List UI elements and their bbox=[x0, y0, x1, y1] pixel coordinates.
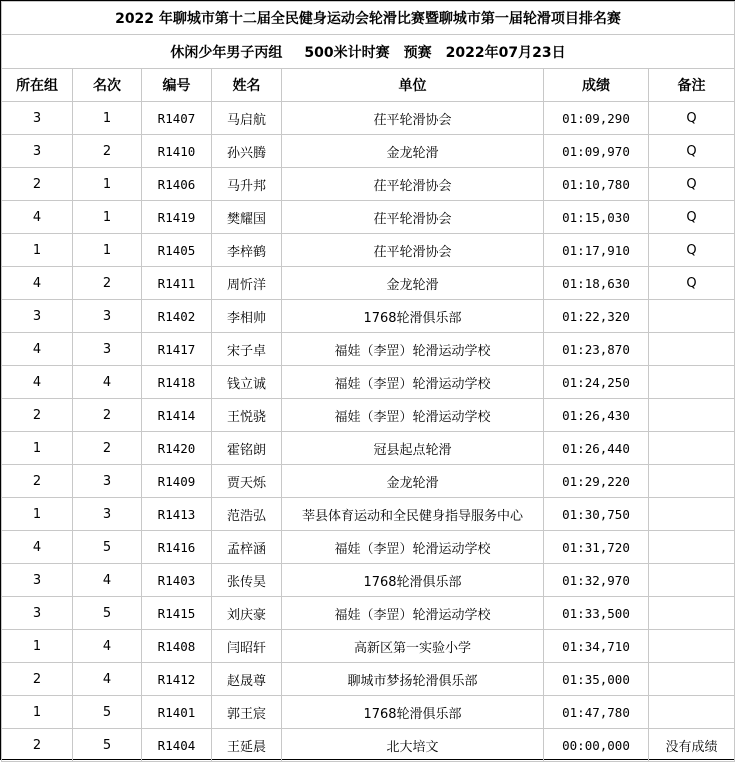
cell-note: Q bbox=[649, 201, 735, 234]
table-row bbox=[2, 465, 735, 498]
table-row bbox=[2, 366, 735, 399]
cell-name: 周忻洋 bbox=[212, 267, 282, 300]
cell-note bbox=[649, 333, 735, 366]
cell-result: 01:09,970 bbox=[544, 135, 649, 168]
cell-id: R1404 bbox=[142, 729, 212, 762]
cell-unit: 1768轮滑俱乐部 bbox=[282, 564, 544, 597]
cell-name: 霍铭朗 bbox=[212, 432, 282, 465]
cell-result: 00:00,000 bbox=[544, 729, 649, 762]
cell-result: 01:29,220 bbox=[544, 465, 649, 498]
results-body bbox=[2, 102, 735, 762]
cell-group: 1 bbox=[2, 234, 73, 267]
cell-id: R1411 bbox=[142, 267, 212, 300]
cell-group: 3 bbox=[2, 597, 73, 630]
cell-note bbox=[649, 531, 735, 564]
cell-id: R1408 bbox=[142, 630, 212, 663]
cell-name: 樊耀国 bbox=[212, 201, 282, 234]
cell-group: 1 bbox=[2, 696, 73, 729]
cell-rank: 5 bbox=[73, 531, 142, 564]
cell-group: 4 bbox=[2, 333, 73, 366]
cell-rank: 2 bbox=[73, 267, 142, 300]
cell-name: 李梓鹤 bbox=[212, 234, 282, 267]
col-header-name: 姓名 bbox=[212, 69, 282, 102]
col-header-note: 备注 bbox=[649, 69, 735, 102]
cell-note bbox=[649, 564, 735, 597]
cell-rank: 5 bbox=[73, 696, 142, 729]
cell-result: 01:35,000 bbox=[544, 663, 649, 696]
cell-name: 孙兴腾 bbox=[212, 135, 282, 168]
cell-note bbox=[649, 300, 735, 333]
cell-unit: 茌平轮滑协会 bbox=[282, 201, 544, 234]
table-row bbox=[2, 696, 735, 729]
cell-group: 1 bbox=[2, 432, 73, 465]
cell-id: R1419 bbox=[142, 201, 212, 234]
table-row bbox=[2, 597, 735, 630]
cell-group: 2 bbox=[2, 399, 73, 432]
cell-rank: 4 bbox=[73, 630, 142, 663]
cell-rank: 1 bbox=[73, 168, 142, 201]
cell-note: 没有成绩 bbox=[649, 729, 735, 762]
cell-name: 马升邦 bbox=[212, 168, 282, 201]
cell-unit: 高新区第一实验小学 bbox=[282, 630, 544, 663]
cell-id: R1402 bbox=[142, 300, 212, 333]
cell-id: R1405 bbox=[142, 234, 212, 267]
cell-result: 01:33,500 bbox=[544, 597, 649, 630]
cell-rank: 2 bbox=[73, 399, 142, 432]
cell-id: R1412 bbox=[142, 663, 212, 696]
cell-name: 贾天烁 bbox=[212, 465, 282, 498]
cell-note bbox=[649, 663, 735, 696]
table-row bbox=[2, 102, 735, 135]
cell-group: 3 bbox=[2, 300, 73, 333]
cell-name: 宋子卓 bbox=[212, 333, 282, 366]
sheet-subtitle bbox=[2, 35, 735, 69]
subtitle-date: 2022年07月23日 bbox=[445, 44, 566, 61]
cell-name: 王延晨 bbox=[212, 729, 282, 762]
cell-name: 张传昊 bbox=[212, 564, 282, 597]
cell-rank: 4 bbox=[73, 564, 142, 597]
cell-unit: 茌平轮滑协会 bbox=[282, 168, 544, 201]
cell-unit: 冠县起点轮滑 bbox=[282, 432, 544, 465]
cell-group: 3 bbox=[2, 102, 73, 135]
cell-name: 王悦骁 bbox=[212, 399, 282, 432]
cell-group: 1 bbox=[2, 630, 73, 663]
cell-id: R1413 bbox=[142, 498, 212, 531]
cell-unit: 金龙轮滑 bbox=[282, 267, 544, 300]
cell-note: Q bbox=[649, 102, 735, 135]
cell-name: 范浩弘 bbox=[212, 498, 282, 531]
cell-result: 01:18,630 bbox=[544, 267, 649, 300]
col-header-result: 成绩 bbox=[544, 69, 649, 102]
cell-group: 4 bbox=[2, 201, 73, 234]
cell-rank: 3 bbox=[73, 300, 142, 333]
cell-note bbox=[649, 465, 735, 498]
cell-unit: 福娃（李罡）轮滑运动学校 bbox=[282, 531, 544, 564]
cell-result: 01:22,320 bbox=[544, 300, 649, 333]
cell-rank: 1 bbox=[73, 102, 142, 135]
cell-id: R1414 bbox=[142, 399, 212, 432]
cell-rank: 2 bbox=[73, 432, 142, 465]
col-header-unit: 单位 bbox=[282, 69, 544, 102]
cell-note: Q bbox=[649, 168, 735, 201]
cell-unit: 福娃（李罡）轮滑运动学校 bbox=[282, 333, 544, 366]
cell-rank: 5 bbox=[73, 729, 142, 762]
table-row bbox=[2, 300, 735, 333]
cell-rank: 3 bbox=[73, 465, 142, 498]
cell-result: 01:32,970 bbox=[544, 564, 649, 597]
table-row bbox=[2, 564, 735, 597]
cell-result: 01:15,030 bbox=[544, 201, 649, 234]
cell-unit: 福娃（李罡）轮滑运动学校 bbox=[282, 399, 544, 432]
cell-unit: 莘县体育运动和全民健身指导服务中心 bbox=[282, 498, 544, 531]
cell-name: 郭王宸 bbox=[212, 696, 282, 729]
cell-note: Q bbox=[649, 267, 735, 300]
cell-name: 钱立诚 bbox=[212, 366, 282, 399]
table-row bbox=[2, 333, 735, 366]
cell-rank: 3 bbox=[73, 498, 142, 531]
cell-result: 01:23,870 bbox=[544, 333, 649, 366]
cell-id: R1415 bbox=[142, 597, 212, 630]
cell-name: 李相帅 bbox=[212, 300, 282, 333]
cell-unit: 金龙轮滑 bbox=[282, 135, 544, 168]
cell-rank: 3 bbox=[73, 333, 142, 366]
cell-note bbox=[649, 597, 735, 630]
results-table bbox=[1, 1, 735, 762]
cell-result: 01:30,750 bbox=[544, 498, 649, 531]
cell-id: R1416 bbox=[142, 531, 212, 564]
table-row bbox=[2, 498, 735, 531]
cell-unit: 金龙轮滑 bbox=[282, 465, 544, 498]
cell-result: 01:26,430 bbox=[544, 399, 649, 432]
col-header-rank: 名次 bbox=[73, 69, 142, 102]
cell-id: R1409 bbox=[142, 465, 212, 498]
cell-id: R1403 bbox=[142, 564, 212, 597]
col-header-id: 编号 bbox=[142, 69, 212, 102]
cell-unit: 1768轮滑俱乐部 bbox=[282, 300, 544, 333]
table-row bbox=[2, 531, 735, 564]
cell-unit: 北大培文 bbox=[282, 729, 544, 762]
cell-result: 01:26,440 bbox=[544, 432, 649, 465]
cell-group: 2 bbox=[2, 168, 73, 201]
cell-rank: 5 bbox=[73, 597, 142, 630]
cell-group: 4 bbox=[2, 366, 73, 399]
cell-id: R1410 bbox=[142, 135, 212, 168]
cell-note bbox=[649, 366, 735, 399]
cell-name: 刘庆豪 bbox=[212, 597, 282, 630]
subtitle-stage: 预赛 bbox=[403, 44, 432, 61]
cell-id: R1406 bbox=[142, 168, 212, 201]
cell-result: 01:31,720 bbox=[544, 531, 649, 564]
table-row bbox=[2, 135, 735, 168]
cell-rank: 4 bbox=[73, 366, 142, 399]
subtitle-group: 休闲少年男子丙组 bbox=[170, 44, 283, 61]
cell-unit: 茌平轮滑协会 bbox=[282, 102, 544, 135]
cell-id: R1407 bbox=[142, 102, 212, 135]
cell-name: 赵晟尊 bbox=[212, 663, 282, 696]
col-header-group: 所在组 bbox=[2, 69, 73, 102]
cell-id: R1420 bbox=[142, 432, 212, 465]
cell-group: 2 bbox=[2, 729, 73, 762]
cell-unit: 福娃（李罡）轮滑运动学校 bbox=[282, 366, 544, 399]
cell-unit: 福娃（李罡）轮滑运动学校 bbox=[282, 597, 544, 630]
cell-unit: 聊城市梦扬轮滑俱乐部 bbox=[282, 663, 544, 696]
table-row bbox=[2, 630, 735, 663]
cell-group: 4 bbox=[2, 267, 73, 300]
cell-group: 4 bbox=[2, 531, 73, 564]
table-row bbox=[2, 663, 735, 696]
cell-result: 01:10,780 bbox=[544, 168, 649, 201]
cell-result: 01:34,710 bbox=[544, 630, 649, 663]
cell-result: 01:24,250 bbox=[544, 366, 649, 399]
cell-result: 01:47,780 bbox=[544, 696, 649, 729]
cell-group: 3 bbox=[2, 564, 73, 597]
cell-unit: 茌平轮滑协会 bbox=[282, 234, 544, 267]
cell-rank: 2 bbox=[73, 135, 142, 168]
cell-group: 2 bbox=[2, 663, 73, 696]
cell-note bbox=[649, 432, 735, 465]
cell-result: 01:17,910 bbox=[544, 234, 649, 267]
sheet-title: 2022 年聊城市第十二届全民健身运动会轮滑比赛暨聊城市第一届轮滑项目排名赛 bbox=[2, 2, 735, 35]
cell-id: R1401 bbox=[142, 696, 212, 729]
cell-group: 2 bbox=[2, 465, 73, 498]
table-row bbox=[2, 267, 735, 300]
table-row bbox=[2, 234, 735, 267]
cell-rank: 1 bbox=[73, 201, 142, 234]
cell-result: 01:09,290 bbox=[544, 102, 649, 135]
table-row bbox=[2, 201, 735, 234]
cell-unit: 1768轮滑俱乐部 bbox=[282, 696, 544, 729]
cell-rank: 1 bbox=[73, 234, 142, 267]
table-row bbox=[2, 168, 735, 201]
table-row bbox=[2, 432, 735, 465]
cell-name: 闫昭轩 bbox=[212, 630, 282, 663]
cell-group: 3 bbox=[2, 135, 73, 168]
cell-id: R1417 bbox=[142, 333, 212, 366]
cell-group: 1 bbox=[2, 498, 73, 531]
header-row bbox=[2, 69, 735, 102]
cell-rank: 4 bbox=[73, 663, 142, 696]
cell-note bbox=[649, 399, 735, 432]
cell-name: 孟梓涵 bbox=[212, 531, 282, 564]
cell-note bbox=[649, 630, 735, 663]
cell-note: Q bbox=[649, 135, 735, 168]
subtitle-event: 500米计时赛 bbox=[304, 44, 390, 61]
cell-note bbox=[649, 498, 735, 531]
table-row bbox=[2, 399, 735, 432]
cell-note: Q bbox=[649, 234, 735, 267]
cell-name: 马启航 bbox=[212, 102, 282, 135]
cell-id: R1418 bbox=[142, 366, 212, 399]
cell-note bbox=[649, 696, 735, 729]
table-row bbox=[2, 729, 735, 762]
